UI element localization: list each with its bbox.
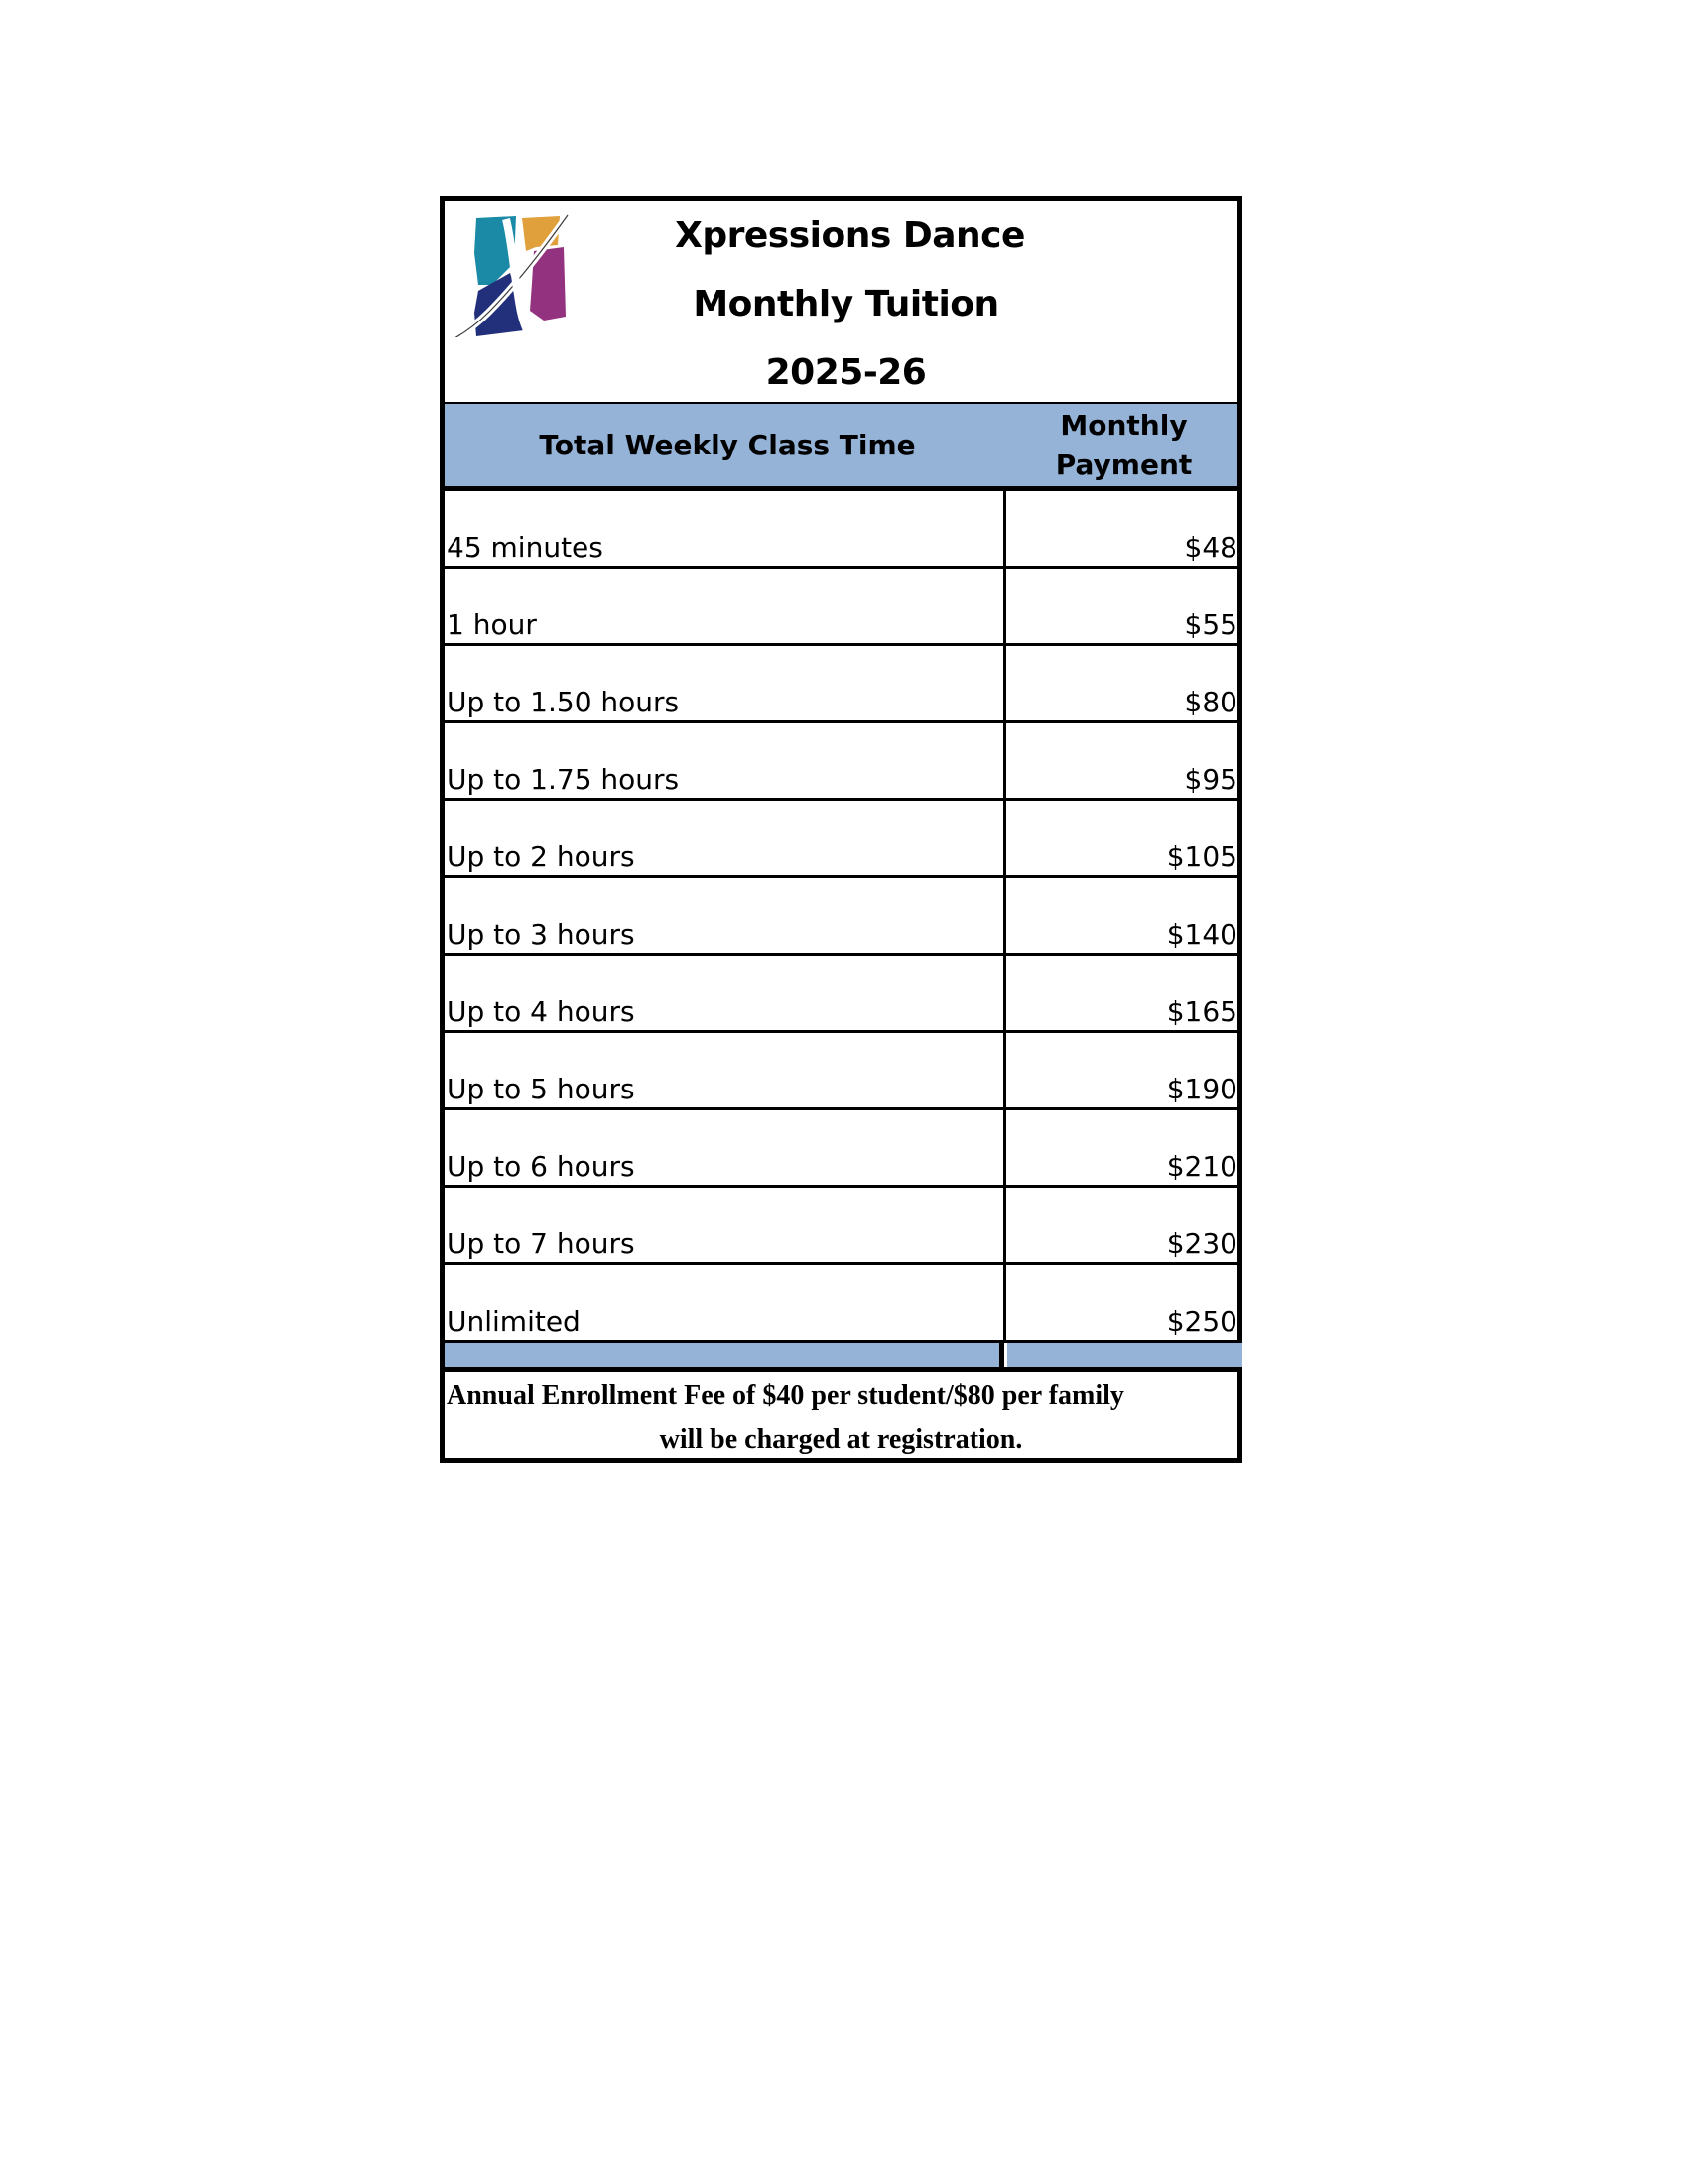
class-time-cell: Unlimited [447,1305,581,1338]
class-time-cell: Up to 4 hours [447,995,635,1028]
table-row [440,723,1242,801]
table-row [440,491,1242,569]
class-time-cell: 1 hour [447,608,537,641]
table-footer-strip [440,1343,1242,1367]
monthly-payment-cell: $95 [1184,763,1237,796]
footer-strip-right [1007,1343,1242,1367]
table-row [440,956,1242,1033]
studio-name: Xpressions Dance [675,215,1025,256]
monthly-payment-cell: $140 [1166,918,1237,951]
table-row [440,1265,1242,1343]
class-time-cell: Up to 2 hours [447,840,635,873]
table-row [440,1188,1242,1265]
class-time-cell: Up to 3 hours [447,918,635,951]
monthly-payment-cell: $55 [1184,608,1237,641]
table-row [440,569,1242,646]
column-header-class-time: Total Weekly Class Time [539,429,916,461]
table-row [440,1110,1242,1188]
column-header-monthly-payment-line1: Monthly [1060,409,1188,442]
table-row [440,646,1242,723]
class-time-cell: 45 minutes [447,531,603,564]
table-header [440,404,1242,491]
monthly-payment-cell: $210 [1166,1150,1237,1183]
class-time-cell: Up to 1.75 hours [447,763,680,796]
column-header-monthly-payment-line2: Payment [1055,449,1193,481]
monthly-payment-cell: $190 [1166,1073,1237,1105]
monthly-payment-cell: $80 [1184,686,1237,718]
monthly-payment-cell: $250 [1166,1305,1237,1338]
season-year: 2025-26 [765,352,927,393]
column-header-monthly-payment [1010,406,1237,485]
table-row [440,1033,1242,1110]
monthly-payment-cell: $165 [1166,995,1237,1028]
monthly-payment-cell: $48 [1184,531,1237,564]
title-box [440,196,1242,408]
class-time-cell: Up to 1.50 hours [447,686,680,718]
monthly-payment-cell: $230 [1166,1227,1237,1260]
table-row [440,801,1242,878]
footer-strip-left [440,1343,1004,1367]
tuition-table-body [440,491,1242,1343]
enrollment-fee-line2: will be charged at registration. [659,1424,1023,1455]
enrollment-fee-line1: Annual Enrollment Fee of $40 per student/$80 per family [447,1380,1124,1411]
table-row [440,878,1242,956]
class-time-cell: Up to 7 hours [447,1227,635,1260]
enrollment-fee-note [440,1367,1242,1463]
class-time-cell: Up to 5 hours [447,1073,635,1105]
document-title: Monthly Tuition [693,284,999,324]
tuition-sheet [440,196,1242,1465]
class-time-cell: Up to 6 hours [447,1150,635,1183]
monthly-payment-cell: $105 [1166,840,1237,873]
